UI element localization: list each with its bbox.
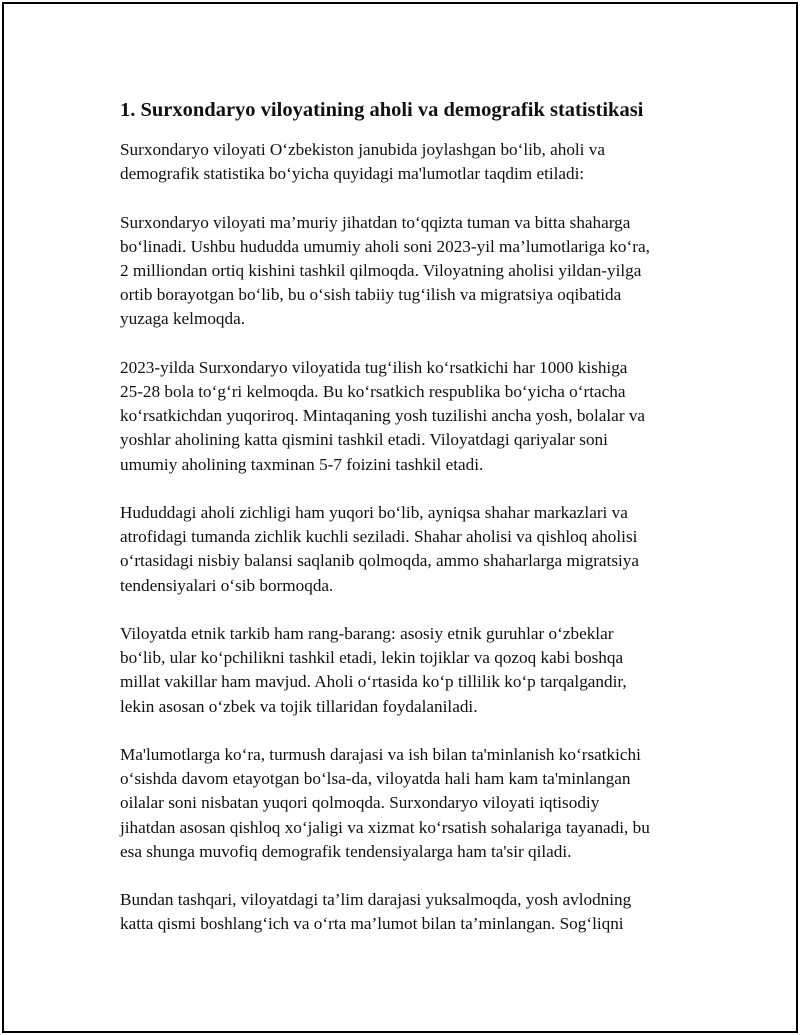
text-line: Surxondaryo viloyati ma’muriy jihatdan to‘qqizta tuman va bitta shaharga bbox=[120, 212, 631, 232]
text-line: umumiy aholining taxminan 5-7 foizini tashkil etadi. bbox=[120, 454, 484, 474]
text-line: yoshlar aholining katta qismini tashkil etadi. Viloyatdagi qariyalar soni bbox=[120, 430, 608, 450]
text-line: esa shunga muvofiq demografik tendensiyalarga ham ta'sir qiladi. bbox=[120, 841, 572, 861]
text-line: 25-28 bola to‘g‘ri kelmoqda. Bu ko‘rsatkich respublika bo‘yicha o‘rtacha bbox=[120, 382, 626, 401]
text-line: Surxondaryo viloyati O‘zbekiston janubida joylashgan bo‘lib, aholi va bbox=[120, 140, 605, 159]
paragraph-living-standard bbox=[120, 743, 700, 864]
text-line: 2023-yilda Surxondaryo viloyatida tug‘ilish ko‘rsatkichi har 1000 kishiga bbox=[120, 357, 628, 377]
text-line: 2 milliondan ortiq kishini tashkil qilmoqda. Viloyatning aholisi yildan-yilga bbox=[120, 261, 642, 280]
text-line: atrofidagi tumanda zichlik kuchli seziladi. Shahar aholisi va qishloq aholisi bbox=[120, 527, 638, 547]
text-line: Hududdagi aholi zichligi ham yuqori bo‘lib, ayniqsa shahar markazlari va bbox=[120, 503, 628, 522]
document-body bbox=[120, 96, 700, 961]
text-line: ortib borayotgan bo‘lib, bu o‘sish tabiiy tug‘ilish va migratsiya oqibatida bbox=[120, 285, 622, 305]
text-line: Bundan tashqari, viloyatdagi ta’lim darajasi yuksalmoqda, yosh avlodning bbox=[120, 890, 632, 910]
text-line: bo‘lib, ular ko‘pchilikni tashkil etadi, lekin tojiklar va qozoq kabi boshqa bbox=[120, 648, 624, 668]
text-line: yuzaga kelmoqda. bbox=[120, 309, 246, 329]
paragraph-education bbox=[120, 888, 700, 936]
section-heading: 1. Surxondaryo viloyatining aholi va demografik statistikasi bbox=[120, 99, 644, 121]
text-line: jihatdan asosan qishloq xo‘jaligi va xizmat ko‘rsatish sohalariga tayanadi, bu bbox=[120, 817, 650, 837]
page-frame bbox=[2, 2, 798, 1033]
paragraph-administration bbox=[120, 211, 700, 332]
text-line: Viloyatda etnik tarkib ham rang-barang: asosiy etnik guruhlar o‘zbeklar bbox=[120, 624, 614, 643]
text-line: ko‘rsatkichdan yuqoriroq. Mintaqaning yosh tuzilishi ancha yosh, bolalar va bbox=[120, 406, 646, 426]
text-line: Ma'lumotlarga ko‘ra, turmush darajasi va ish bilan ta'minlanish ko‘rsatkichi bbox=[120, 745, 641, 764]
text-line: oilalar soni nisbatan yuqori qolmoqda. Surxondaryo viloyati iqtisodiy bbox=[120, 793, 600, 813]
paragraph-ethnic bbox=[120, 622, 700, 719]
text-line: millat vakillar ham mavjud. Aholi o‘rtasida ko‘p tillilik ko‘p tarqalgandir, bbox=[120, 672, 627, 692]
text-line: o‘sishda davom etayotgan bo‘lsa-da, viloyatda hali ham kam ta'minlangan bbox=[120, 769, 631, 789]
paragraph-birth-rate bbox=[120, 356, 700, 477]
text-line: lekin asosan o‘zbek va tojik tillaridan foydalaniladi. bbox=[120, 696, 478, 716]
paragraph-intro bbox=[120, 138, 700, 186]
text-line: katta qismi boshlang‘ich va o‘rta ma’lumot bilan ta’minlangan. Sog‘liqni bbox=[120, 914, 624, 934]
text-line: bo‘linadi. Ushbu hududda umumiy aholi soni 2023-yil ma’lumotlariga ko‘ra, bbox=[120, 236, 650, 256]
paragraph-density bbox=[120, 501, 700, 598]
text-line: o‘rtasidagi nisbiy balansi saqlanib qolmoqda, ammo shaharlarga migratsiya bbox=[120, 551, 640, 571]
text-line: demografik statistika bo‘yicha quyidagi ma'lumotlar taqdim etiladi: bbox=[120, 164, 585, 184]
text-line: tendensiyalari o‘sib bormoqda. bbox=[120, 575, 334, 595]
